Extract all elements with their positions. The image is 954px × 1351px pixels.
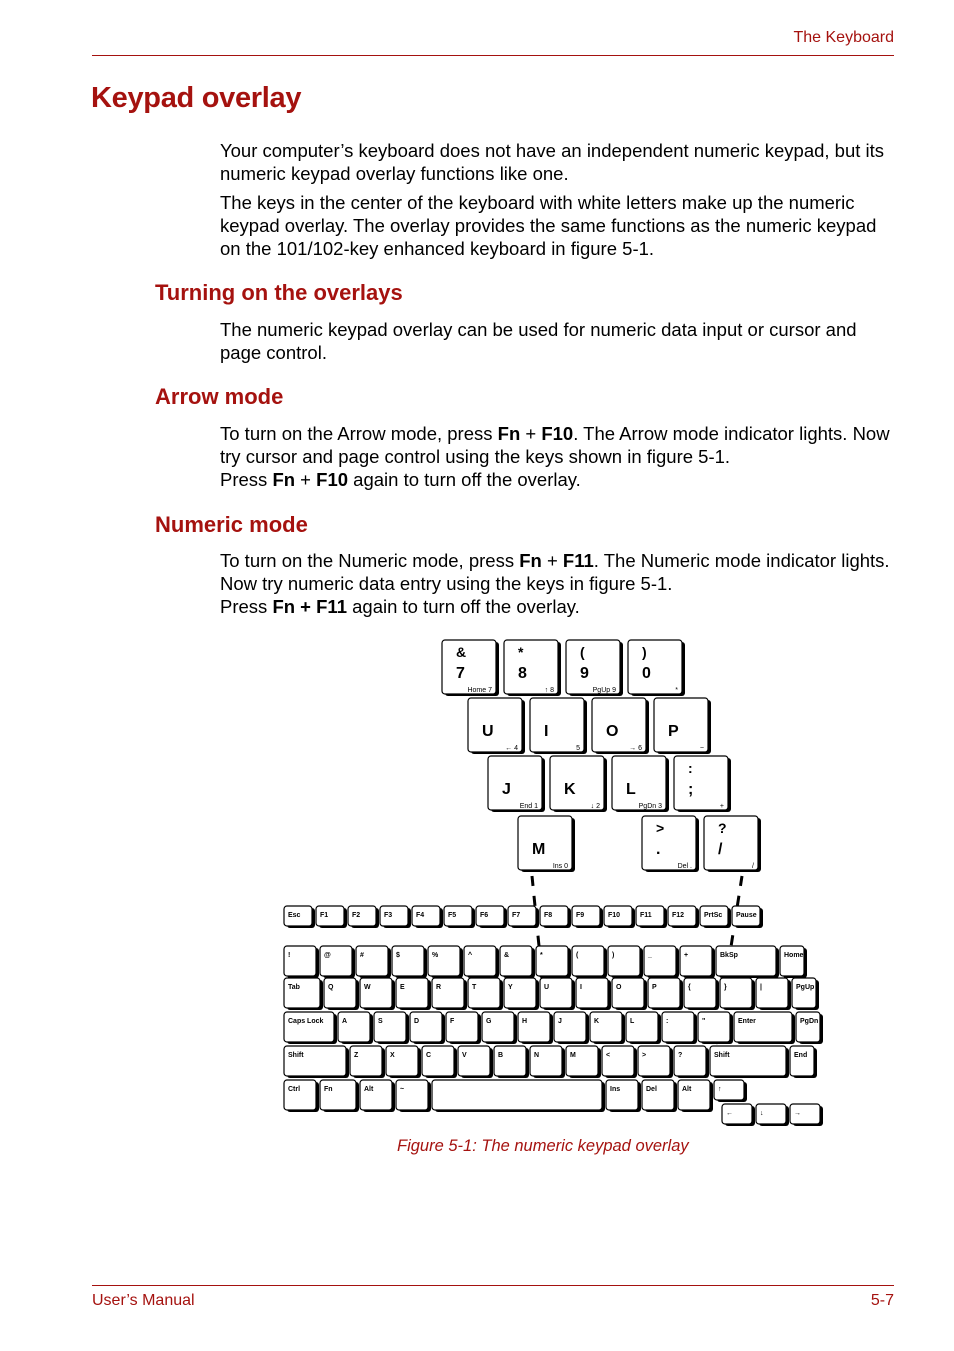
kb-key-r6-c1-label: ↓	[760, 1110, 764, 1117]
overlay-key-0-shift-label: &	[456, 644, 467, 660]
kb-key-r4-c11-label: Shift	[714, 1052, 730, 1059]
kb-key-r5-c2-label: Alt	[364, 1086, 374, 1093]
kb-key-r0-c11-label: F11	[640, 912, 652, 919]
kb-key-r2-c9	[612, 978, 644, 1008]
overlay-key-9-numpad-label: ↓ 2	[590, 803, 600, 810]
kb-key-r2-c13	[756, 978, 788, 1008]
kb-key-r2-c11	[684, 978, 716, 1008]
kb-key-r2-c11-label: {	[688, 984, 691, 991]
overlay-key-1-shift-label: *	[518, 644, 524, 660]
kb-key-r3-c2	[374, 1012, 406, 1042]
kb-key-r3-c5-label: G	[486, 1018, 492, 1025]
overlay-key-2-shift-label: (	[580, 644, 585, 660]
kb-key-r5-c7-label: Alt	[682, 1086, 692, 1093]
kb-key-r3-c3	[410, 1012, 442, 1042]
kb-key-r4-c1-label: Z	[354, 1052, 359, 1059]
kb-key-r3-c10-label: :	[666, 1018, 669, 1025]
kb-key-r1-c6-label: &	[504, 952, 510, 959]
footer-page-number: 5-7	[870, 1292, 894, 1309]
kb-key-r1-c3	[392, 946, 424, 976]
kb-key-r3-c0-label: Caps Lock	[288, 1018, 324, 1025]
numeric-mode-heading: Numeric mode	[155, 512, 308, 537]
kb-key-r1-c11-label: +	[684, 952, 689, 959]
kb-key-r3-c6-label: H	[522, 1018, 528, 1025]
kb-key-r2-c8-label: I	[580, 984, 582, 991]
kb-key-r4-c6-label: N	[534, 1052, 540, 1059]
kb-key-r4-c5	[494, 1046, 526, 1076]
kb-key-r4-c10-label: ?	[678, 1052, 683, 1059]
kb-key-r5-c0-label: Ctrl	[288, 1086, 301, 1093]
kb-key-r3-c12	[734, 1012, 792, 1042]
kb-key-r4-c9-label: >	[642, 1052, 647, 1059]
kb-key-r4-c4-label: V	[462, 1052, 467, 1059]
overlay-key-0-label: 7	[456, 665, 465, 682]
kb-key-r1-c12-label: BkSp	[720, 952, 738, 959]
kb-key-r2-c8	[576, 978, 608, 1008]
overlay-key-9-label: K	[564, 781, 576, 798]
running-header: The Keyboard	[793, 29, 894, 46]
overlay-key-1-label: 8	[518, 665, 527, 682]
kb-key-r3-c12-label: Enter	[738, 1018, 756, 1025]
overlay-key-2-numpad-label: PgUp 9	[592, 687, 616, 694]
kb-key-r1-c4	[428, 946, 460, 976]
overlay-key-8-numpad-label: End 1	[519, 803, 538, 810]
kb-key-r4-c7	[566, 1046, 598, 1076]
overlay-key-4-numpad-label: ← 4	[505, 745, 518, 752]
overlay-key-3-shift-label: )	[642, 644, 647, 660]
kb-key-r0-c13-label: PrtSc	[704, 912, 723, 919]
overlay-key-14	[704, 816, 758, 870]
overlay-key-5	[530, 698, 584, 752]
kb-key-r0-c1-label: F1	[320, 912, 329, 919]
kb-key-r5-c1-label: Fn	[324, 1086, 333, 1093]
kb-key-r0-c14-label: Pause	[736, 912, 757, 919]
kb-key-r1-c5-label: ^	[468, 952, 473, 959]
intro-paragraph-1: Your computer’s keyboard does not have an independent numeric keypad, but its numeric keypad overlay functions like one.	[220, 140, 885, 184]
overlay-key-2-label: 9	[580, 665, 589, 682]
overlay-key-13-shift-label: >	[656, 820, 665, 836]
kb-key-r1-c1	[320, 946, 352, 976]
arrow-mode-paragraph: To turn on the Arrow mode, press Fn + F10. The Arrow mode indicator lights. Now try cursor and page control using the keys shown in figure 5-1. Press Fn + F10 again to turn off the overlay.	[220, 423, 890, 490]
kb-key-r3-c6	[518, 1012, 550, 1042]
overlay-key-12-label: M	[532, 841, 546, 858]
overlay-key-2	[566, 640, 620, 694]
kb-key-r1-c0-label: !	[288, 952, 291, 959]
kb-key-r5-c2	[360, 1080, 392, 1110]
kb-key-r5-c5	[606, 1080, 638, 1110]
kb-key-r5-c4	[432, 1080, 602, 1110]
kb-key-r3-c4-label: F	[450, 1018, 455, 1025]
kb-key-r5-c1	[320, 1080, 356, 1110]
overlay-key-11-label: ;	[688, 781, 694, 798]
overlay-key-3-numpad-label: *	[675, 687, 678, 694]
kb-key-r2-c4-label: R	[436, 984, 442, 991]
overlay-key-10	[612, 756, 666, 810]
kb-key-r4-c1	[350, 1046, 382, 1076]
kb-key-r1-c9-label: )	[612, 952, 615, 959]
kb-key-r1-c12	[716, 946, 776, 976]
kb-key-r6-c0-label: ←	[726, 1110, 733, 1117]
kb-key-r5-c6-label: Del	[646, 1086, 657, 1093]
kb-key-r2-c5	[468, 978, 500, 1008]
kb-key-r2-c0	[284, 978, 320, 1008]
kb-key-r2-c1	[324, 978, 356, 1008]
kb-key-r1-c9	[608, 946, 640, 976]
overlay-key-0	[442, 640, 496, 694]
numeric-mode-paragraph: To turn on the Numeric mode, press Fn + F11. The Numeric mode indicator lights. Now try numeric data entry using the keys in figure 5-1. Press Fn + F11 again to turn off the overlay.	[220, 550, 890, 617]
kb-key-r2-c12	[720, 978, 752, 1008]
overlay-key-14-shift-label: ?	[718, 820, 727, 836]
kb-key-r0-c2-label: F2	[352, 912, 361, 919]
kb-key-r2-c10-label: P	[652, 984, 657, 991]
kb-key-r1-c8	[572, 946, 604, 976]
footer-rule	[92, 1285, 894, 1286]
kb-key-r3-c7-label: J	[558, 1018, 562, 1025]
kb-key-r1-c2-label: #	[360, 952, 364, 959]
kb-key-r1-c6	[500, 946, 532, 976]
kb-key-r1-c2	[356, 946, 388, 976]
kb-key-r5-c0	[284, 1080, 316, 1110]
turning-on-heading: Turning on the overlays	[155, 280, 403, 305]
overlay-key-14-numpad-label: /	[752, 863, 754, 870]
kb-key-r4-c3-label: C	[426, 1052, 432, 1059]
overlay-key-6	[592, 698, 646, 752]
kb-key-r0-c6-label: F6	[480, 912, 489, 919]
kb-key-r0-c8-label: F8	[544, 912, 553, 919]
footer-manual-title: User’s Manual	[92, 1292, 195, 1309]
kb-key-r3-c11	[698, 1012, 730, 1042]
kb-key-r2-c5-label: T	[472, 984, 477, 991]
kb-key-r0-c10-label: F10	[608, 912, 621, 919]
kb-key-r3-c9-label: L	[630, 1018, 635, 1025]
kb-key-r5-c3	[396, 1080, 428, 1110]
kb-key-r6-c2-label: →	[794, 1110, 801, 1117]
kb-key-r5-c8-label: ↑	[718, 1086, 722, 1093]
overlay-key-7-label: P	[668, 723, 679, 740]
kb-key-r1-c3-label: $	[396, 952, 400, 959]
kb-key-r4-c12-label: End	[794, 1052, 808, 1059]
overlay-key-4	[468, 698, 522, 752]
kb-key-r4-c9	[638, 1046, 670, 1076]
kb-key-r4-c0-label: Shift	[288, 1052, 304, 1059]
turning-on-paragraph: The numeric keypad overlay can be used for numeric data input or cursor and page control.	[220, 319, 857, 363]
kb-key-r4-c5-label: B	[498, 1052, 504, 1059]
kb-key-r0-c3-label: F3	[384, 912, 393, 919]
kb-key-r3-c3-label: D	[414, 1018, 420, 1025]
kb-key-r3-c1	[338, 1012, 370, 1042]
kb-key-r4-c0	[284, 1046, 346, 1076]
kb-key-r4-c12	[790, 1046, 814, 1076]
kb-key-r2-c14	[792, 978, 816, 1008]
overlay-key-14-label: /	[718, 841, 723, 858]
kb-key-r1-c4-label: %	[432, 952, 439, 959]
kb-key-r2-c3	[396, 978, 428, 1008]
overlay-key-11-numpad-label: +	[719, 803, 724, 810]
overlay-key-13	[642, 816, 696, 870]
kb-key-r3-c2-label: S	[378, 1018, 383, 1025]
kb-key-r2-c6	[504, 978, 536, 1008]
page-title: Keypad overlay	[91, 82, 302, 114]
kb-key-r4-c2	[386, 1046, 418, 1076]
overlay-key-12-numpad-label: Ins 0	[552, 863, 568, 870]
kb-key-r2-c2-label: W	[364, 984, 371, 991]
overlay-key-7	[654, 698, 708, 752]
overlay-key-6-numpad-label: → 6	[629, 745, 642, 752]
overlay-key-11	[674, 756, 728, 810]
kb-key-r1-c8-label: (	[576, 952, 579, 959]
overlay-key-11-shift-label: :	[688, 760, 693, 776]
kb-key-r4-c10	[674, 1046, 706, 1076]
kb-key-r1-c10-label: _	[648, 952, 652, 959]
overlay-key-5-numpad-label: 5	[576, 745, 580, 752]
overlay-key-9	[550, 756, 604, 810]
kb-key-r3-c8	[590, 1012, 622, 1042]
kb-key-r3-c9	[626, 1012, 658, 1042]
kb-key-r3-c7	[554, 1012, 586, 1042]
intro-paragraph-2: The keys in the center of the keyboard with white letters make up the numeric keypad overlay. The overlay provides the same functions as the numeric keypad on the 101/102-key enhanced keyboard in figure 5-1.	[220, 192, 877, 259]
kb-key-r5-c6	[642, 1080, 674, 1110]
overlay-key-4-label: U	[482, 723, 494, 740]
kb-key-r3-c13	[796, 1012, 820, 1042]
kb-key-r5-c3-label: ~	[400, 1086, 405, 1093]
kb-key-r3-c8-label: K	[594, 1018, 600, 1025]
kb-key-r1-c11	[680, 946, 712, 976]
kb-key-r2-c1-label: Q	[328, 984, 334, 991]
overlay-key-1	[504, 640, 558, 694]
kb-key-r0-c12-label: F12	[672, 912, 685, 919]
overlay-key-8-label: J	[502, 781, 511, 798]
kb-key-r4-c8	[602, 1046, 634, 1076]
overlay-key-3	[628, 640, 682, 694]
kb-key-r3-c0	[284, 1012, 334, 1042]
kb-key-r1-c10	[644, 946, 676, 976]
kb-key-r0-c4-label: F4	[416, 912, 425, 919]
kb-key-r4-c7-label: M	[570, 1052, 576, 1059]
kb-key-r3-c13-label: PgDn	[800, 1018, 819, 1025]
kb-key-r1-c0	[284, 946, 316, 976]
kb-key-r0-c0-label: Esc	[288, 912, 301, 919]
overlay-key-8	[488, 756, 542, 810]
overlay-key-3-label: 0	[642, 665, 651, 682]
overlay-key-10-label: L	[626, 781, 636, 798]
kb-key-r3-c5	[482, 1012, 514, 1042]
overlay-key-13-label: .	[656, 841, 661, 858]
kb-key-r1-c5	[464, 946, 496, 976]
kb-key-r2-c7-label: U	[544, 984, 550, 991]
kb-key-r0-c7-label: F7	[512, 912, 521, 919]
kb-key-r0-c5-label: F5	[448, 912, 457, 919]
kb-key-r3-c11-label: "	[702, 1018, 706, 1025]
overlay-key-7-numpad-label: −	[699, 745, 704, 752]
kb-key-r3-c10	[662, 1012, 694, 1042]
kb-key-r2-c12-label: }	[724, 984, 727, 991]
kb-key-r2-c0-label: Tab	[288, 984, 300, 991]
kb-key-r4-c11	[710, 1046, 786, 1076]
keypad-overlay-figure	[282, 636, 832, 1130]
kb-key-r2-c14-label: PgUp	[796, 984, 815, 991]
kb-key-r0-c9-label: F9	[576, 912, 585, 919]
overlay-key-6-label: O	[606, 723, 619, 740]
kb-key-r4-c2-label: X	[390, 1052, 395, 1059]
kb-key-r5-c7	[678, 1080, 710, 1110]
figure-caption: Figure 5-1: The numeric keypad overlay	[397, 1137, 689, 1155]
kb-key-r2-c9-label: O	[616, 984, 622, 991]
kb-key-r3-c4	[446, 1012, 478, 1042]
kb-key-r4-c3	[422, 1046, 454, 1076]
kb-key-r2-c4	[432, 978, 464, 1008]
kb-key-r2-c10	[648, 978, 680, 1008]
overlay-key-0-numpad-label: Home 7	[467, 687, 492, 694]
kb-key-r4-c8-label: <	[606, 1052, 611, 1059]
kb-key-r2-c13-label: |	[760, 984, 762, 991]
kb-key-r2-c3-label: E	[400, 984, 405, 991]
kb-key-r4-c6	[530, 1046, 562, 1076]
kb-key-r1-c7	[536, 946, 568, 976]
header-rule	[92, 55, 894, 56]
kb-key-r2-c7	[540, 978, 572, 1008]
kb-key-r1-c7-label: *	[540, 952, 543, 959]
overlay-key-1-numpad-label: ↑ 8	[544, 687, 554, 694]
arrow-mode-heading: Arrow mode	[155, 384, 284, 409]
kb-key-r1-c13	[780, 946, 804, 976]
kb-key-r1-c1-label: @	[324, 952, 331, 959]
kb-key-r3-c1-label: A	[342, 1018, 348, 1025]
kb-key-r2-c6-label: Y	[508, 984, 513, 991]
overlay-key-5-label: I	[544, 723, 549, 740]
kb-key-r2-c2	[360, 978, 392, 1008]
kb-key-r5-c5-label: Ins	[610, 1086, 621, 1093]
overlay-key-10-numpad-label: PgDn 3	[638, 803, 662, 810]
overlay-key-13-numpad-label: Del .	[677, 863, 692, 870]
kb-key-r4-c4	[458, 1046, 490, 1076]
kb-key-r1-c13-label: Home	[784, 952, 804, 959]
